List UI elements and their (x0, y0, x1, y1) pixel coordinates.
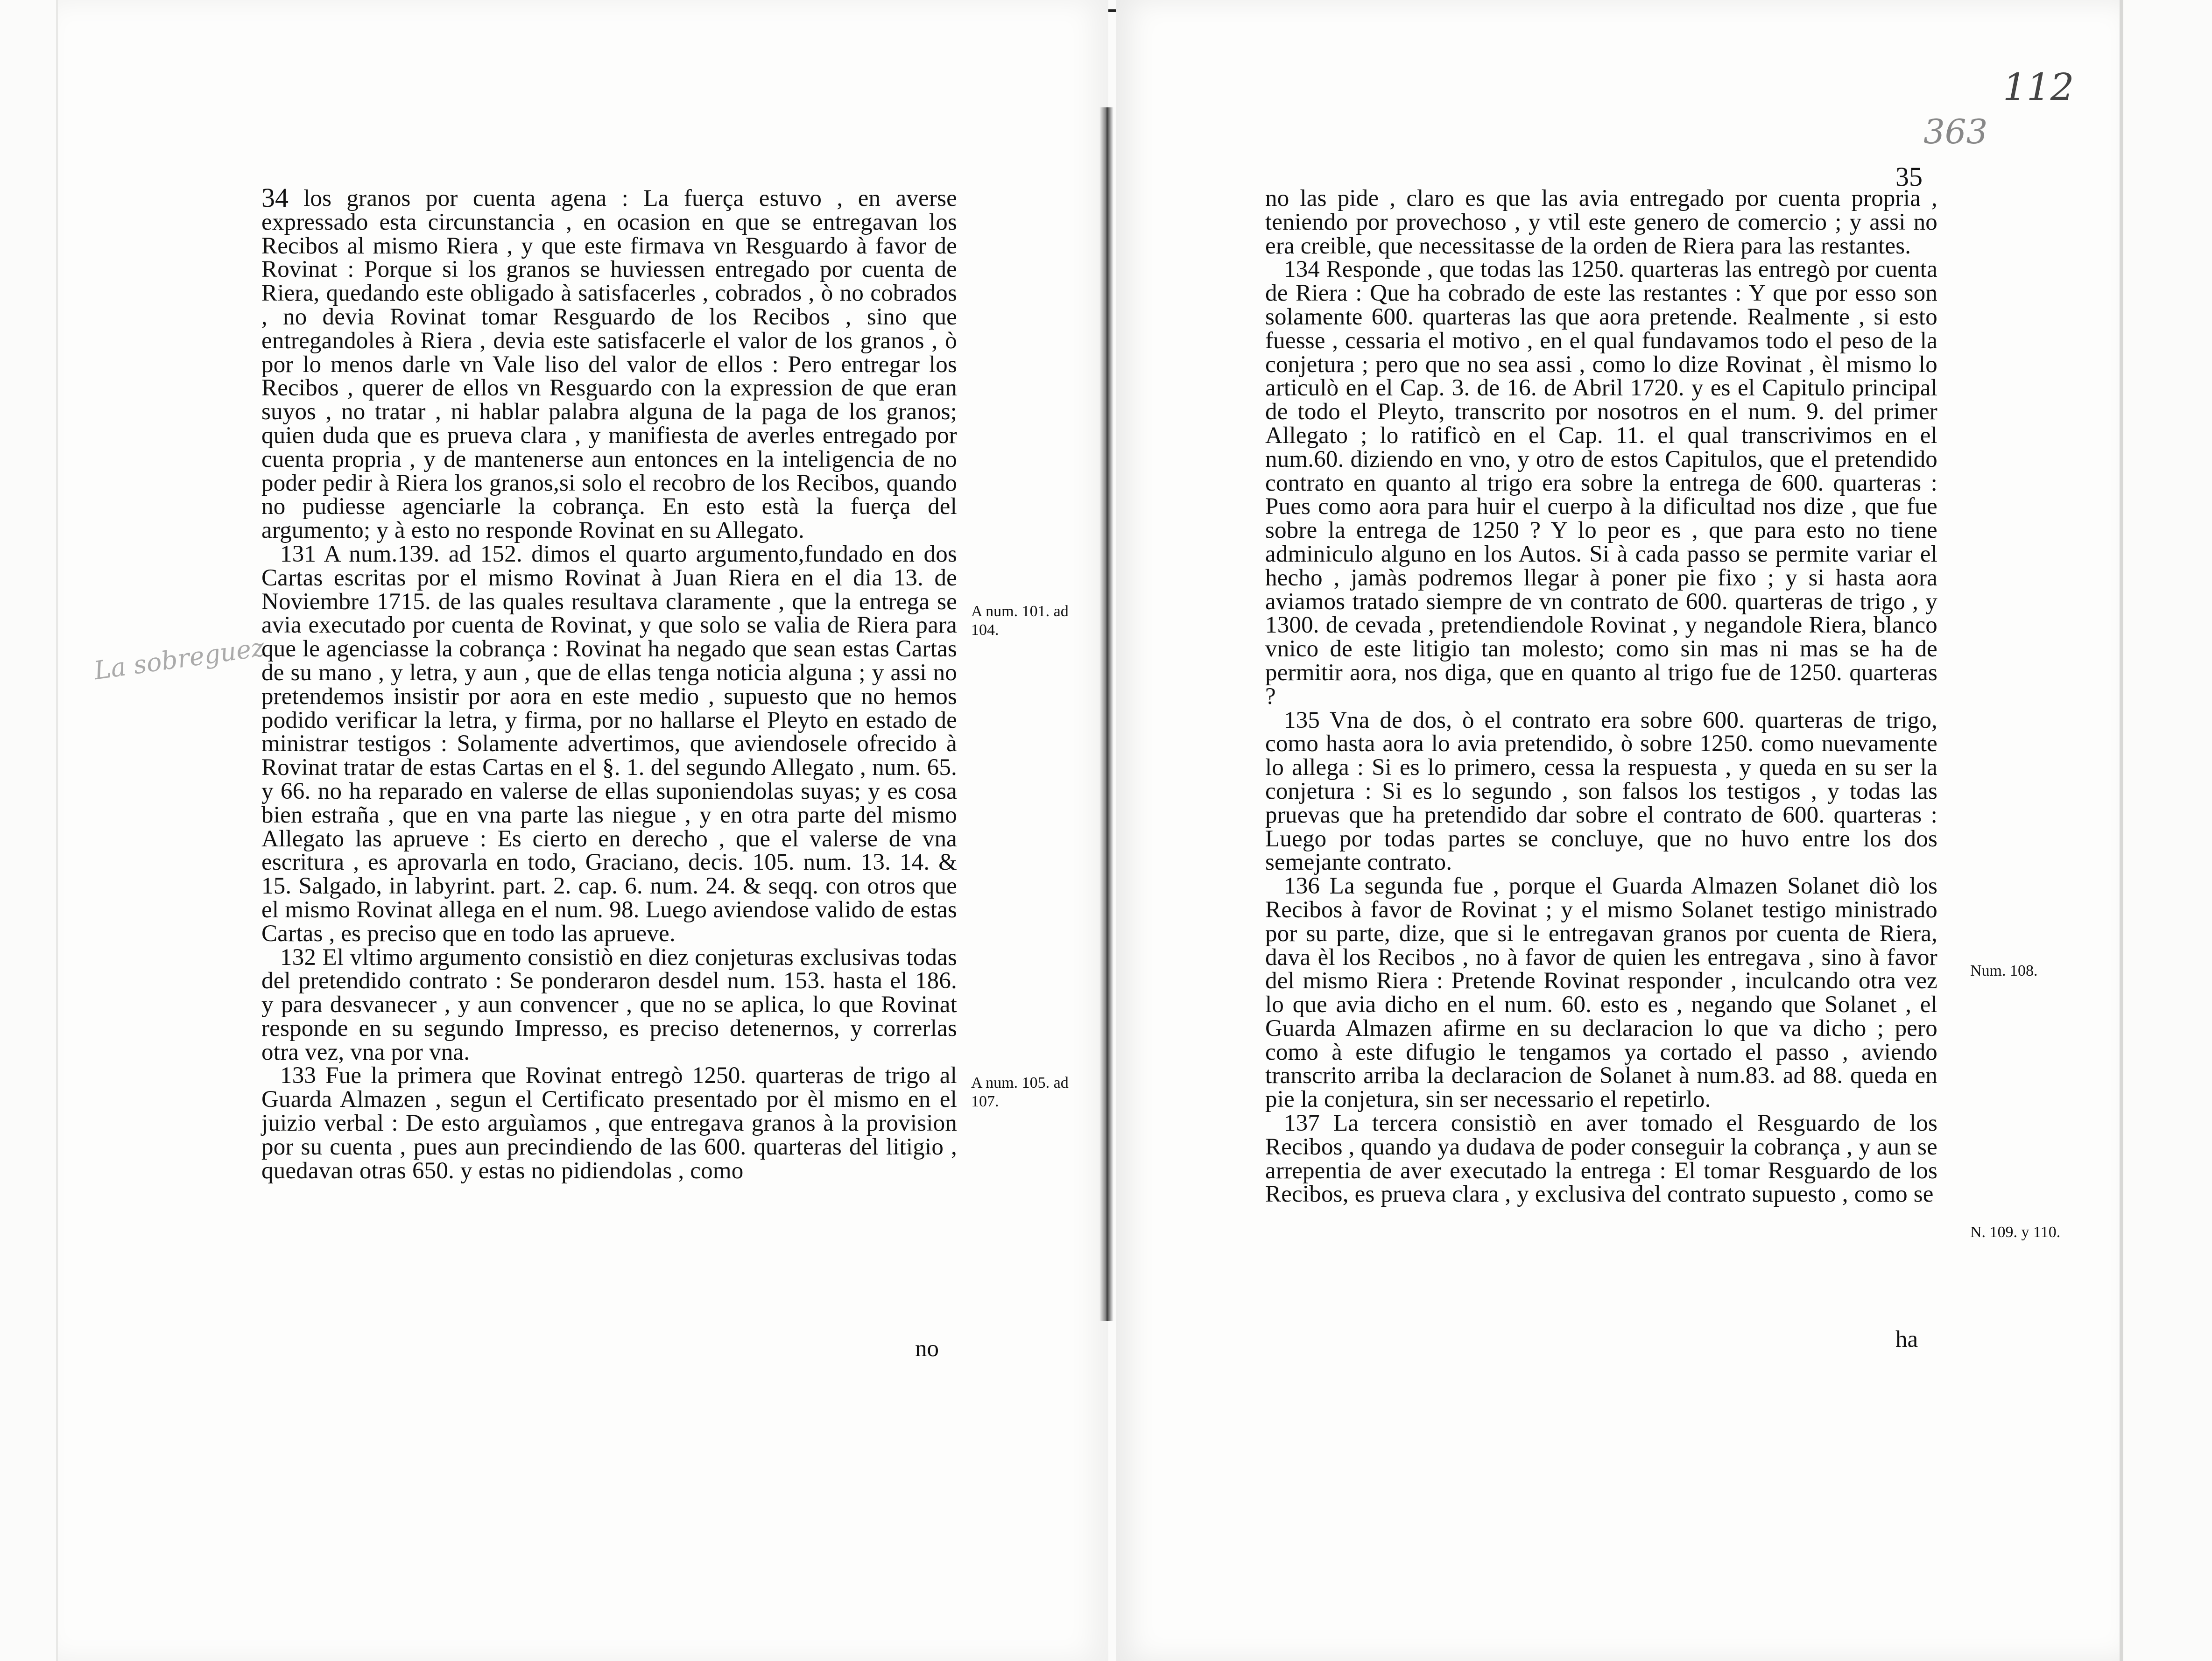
left-catchword: no (915, 1336, 939, 1362)
left-paragraph-131: 131 A num.139. ad 152. dimos el quarto argumento,fundado en dos Cartas escritas por el mismo Rovinat à Juan Riera en el dia 13. de Noviembre 1715. de las quales resultava claramente , que la entrega se avia executado por cuenta de Rovinat, y que solo se valia de Riera para que le agenciasse la cobrança : Rovinat ha negado que sean estas Cartas de su mano , y letra, y aun , que de ellas tenga noticia alguna ; y assi no pretendemos insistir por aora en este medio , supuesto que no hemos podido verificar la letra, y firma, por no hallarse el Pleyto en estado de ministrar testigos : Solamente advertimos, que aviendosele ofrecido à Rovinat tratar de estas Cartas en el §. 1. del segundo Allegato , num. 65. y 66. no ha reparado en valerse de ellas suponiendolas suyas; y es cosa bien estraña , que en vna parte las niegue , y en otra parte del mismo Allegato las aprueve : Es cierto en derecho , que el valerse de vna escritura , es aprovarla en todo, Graciano, decis. 105. num. 13. 14. & 15. Salgado, in labyrint. part. 2. cap. 6. num. 24. & seqq. con otros que el mismo Rovinat allega en el num. 98. Luego aviendose valido de estas Cartas , es preciso que en todo las aprueve. (261, 541, 957, 947)
right-page-number: 35 (1895, 162, 1923, 192)
right-page-text (1265, 187, 1937, 1206)
right-paragraph-135: 135 Vna de dos, ò el contrato era sobre 600. quarteras de trigo, como hasta aora lo avia pretendido, ò sobre 1250. como nuevamente lo allega : Si es lo primero, cessa la respuesta , y queda en su ser la conjetura : Si es lo segundo , son falsos los testigos , y todas las pruevas que ha pretendido dar sobre el contrato de 600. quarteras : Luego por todas partes se concluye, que no huvo entre los dos semejante contrato. (1265, 707, 1937, 876)
handwritten-folio-number: 112 (2003, 65, 2074, 109)
left-page-number: 34 (261, 183, 289, 213)
right-margin-note-1: Num. 108. (1970, 962, 2038, 979)
handwritten-archive-code: 363 (1923, 112, 1988, 151)
left-paragraph-continuation: los granos por cuenta agena : La fuerça estuvo , en averse expressado esta circunstancia , en ocasion en que se entregavan los Recibos al mismo Riera , y que este firmava vn Resguardo à favor de Rovinat : Porque si los granos se huviessen entregado por cuenta de Riera, quedando este obligado à satisfacerles , cobrados , ò no cobrados , no devia Rovinat tomar Resguardo de los Recibos , sino que entregandoles à Riera , devia este satisfacerle el valor de los granos , ò por lo menos darle vn Vale liso del valor de ellos : Pero entregar los Recibos , querer de ellos vn Resguardo con la expression de que eran suyos , no tratar , ni hablar palabra alguna de la paga de los granos; quien duda que es prueva clara , y manifiesta de averles entregado por cuenta propria , y de mantenerse aun entonces en la inteligencia de no poder pedir à Riera los granos,si solo el recobro de los Recibos, quando no pudiesse agenciarle la cobrança. En esto està la fuerça del argumento; y à esto no responde Rovinat en su Allegato. (261, 185, 957, 544)
left-page-text (261, 187, 957, 1182)
left-paragraph-133: 133 Fue la primera que Rovinat entregò 1250. quarteras de trigo al Guarda Almazen , segun el Certificato presentado por èl mismo en el juizio verbal : De esto arguìamos , que entregava granos à la provision por su cuenta , pues aun precindiendo de las 600. quarteras del litigio , quedavan otras 650. y estas no pidiendolas , como (261, 1063, 957, 1184)
book-spine-shadow (1099, 107, 1113, 1321)
right-paragraph-continuation: no las pide , claro es que las avia entregado por cuenta propria , teniendo por provechoso , y vtil este genero de comercio ; y assi no era creible, que necessitasse de la orden de Riera para las restantes. (1265, 185, 1937, 259)
right-catchword: ha (1895, 1326, 1918, 1352)
right-paragraph-134: 134 Responde , que todas las 1250. quarteras las entregò por cuenta de Riera : Que ha cobrado de este las restantes : Y que por esso son solamente 600. quarteras las que aora pretende. Realmente , si esto fuesse , cessaria el motivo , en el qual fundavamos todo el peso de la conjetura ; pero que no sea assi , como lo dize Rovinat , èl mismo lo articulò en el Cap. 3. de 16. de Abril 1720. y es el Capitulo principal de todo el Pleyto, transcrito por nosotros en el num. 9. del primer Allegato ; lo ratificò en el Cap. 11. el qual transcrivimos en el num.60. diziendo en vno, y otro de estos Capitulos, que el pretendido contrato en quanto al trigo era sobre la entrega de 600. quarteras : Pues como aora para huir el cuerpo à la dificultad nos dize , que fue sobre la entrega de 1250 ? Y lo peor es , que para esto no tiene adminiculo alguno en los Autos. Si à cada passo se permite variar el hecho , jamàs podremos llegar à poner pie fixo ; y si hasta aora aviamos tratado siempre de vn contrato de 600. quarteras de trigo , y 1300. de cevada , pretendiendole Rovinat , y negandole Riera, blanco vnico de este litigio tan molesto; como sin mas ni mas se ha de permitir aora, nos diga, que en quanto al trigo fue de 1250. quarteras ? (1265, 256, 1937, 710)
right-paragraph-137: 137 La tercera consistiò en aver tomado el Resguardo de los Recibos , quando ya dudava de poder conseguir la cobrança , y aun se arrepentia de aver executado la entrega : El tomar Resguardo de los Recibos, es prueva clara , y exclusiva del contrato supuesto , como se (1265, 1110, 1937, 1208)
handwritten-margin-note: La sobreguez (92, 632, 267, 686)
right-margin-note-2: N. 109. y 110. (1970, 1224, 2061, 1241)
right-paragraph-136: 136 La segunda fue , porque el Guarda Almazen Solanet diò los Recibos à favor de Rovinat ; y el mismo Solanet testigo ministrado por su parte, dize, que si le entregavan granos por cuenta de Riera, dava èl los Recibos , no à favor de quien les entregava , sino à favor del mismo Riera : Pretende Rovinat responder , inculcando otra vez lo que avia dicho en el num. 60. esto es , negando que Solanet , el Guarda Almazen afirme en su declaracion lo que va dicho ; pero como à este difugio le tengamos ya cortado el passo , aviendo transcrito arriba la declaracion de Solanet à num.83. ad 88. queda en pie la conjetura, sin ser necessario el repetirlo. (1265, 873, 1937, 1113)
left-margin-note-1: A num. 101. ad 104. (971, 603, 1069, 639)
left-paragraph-132: 132 El vltimo argumento consistiò en diez conjeturas exclusivas todas del pretendido contrato : Se ponderaron desdel num. 153. hasta el 186. y para desvanecer , y aun convencer , que no se aplica, lo que Rovinat responde en su segundo Impresso, es preciso detenernos, y correrlas otra vez, vna por vna. (261, 944, 957, 1065)
left-margin-note-2: A num. 105. ad 107. (971, 1074, 1069, 1110)
